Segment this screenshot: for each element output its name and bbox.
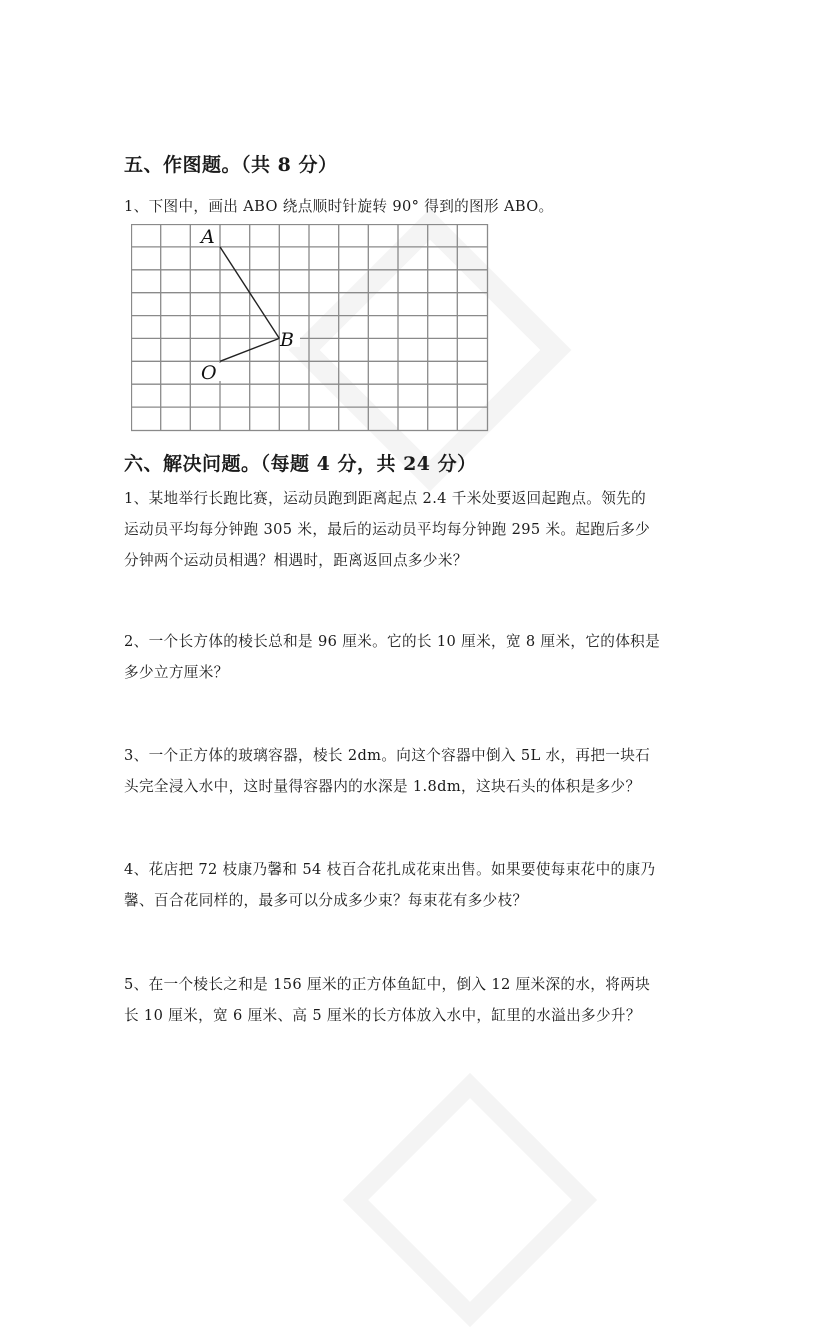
problem-line: 1、某地举行长跑比赛，运动员跑到距离起点 2.4 千米处要返回起跑点。领先的 [124, 490, 647, 507]
section-5-heading: 五、作图题。（共 8 分） [124, 154, 338, 176]
point-b-label: B [280, 329, 294, 351]
problem-line: 4、花店把 72 枝康乃馨和 54 枝百合花扎成花束出售。如果要使每束花中的康乃 [124, 861, 656, 878]
watermark [343, 1073, 598, 1327]
problem-line: 头完全浸入水中，这时量得容器内的水深是 1.8dm，这块石头的体积是多少？ [124, 778, 641, 795]
problem-line: 长 10 厘米，宽 6 厘米、高 5 厘米的长方体放入水中，缸里的水溢出多少升？ [124, 1007, 641, 1024]
section-6-heading: 六、解决问题。（每题 4 分，共 24 分） [124, 453, 477, 475]
problem-line: 运动员平均每分钟跑 305 米，最后的运动员平均每分钟跑 295 米。起跑后多少 [124, 521, 651, 538]
grid-diagram [131, 224, 491, 434]
problem-line: 2、一个长方体的棱长总和是 96 厘米。它的长 10 厘米，宽 8 厘米，它的体积是 [124, 633, 661, 650]
point-a-label: A [201, 226, 215, 248]
problem-line: 分钟两个运动员相遇？相遇时，距离返回点多少米？ [124, 552, 468, 569]
problem-line: 馨、百合花同样的，最多可以分成多少束？每束花有多少枝？ [124, 892, 528, 909]
problem-line: 3、一个正方体的玻璃容器，棱长 2dm。向这个容器中倒入 5L 水，再把一块石 [124, 747, 651, 764]
question-5-1: 1、下图中，画出 ABO 绕点顺时针旋转 90° 得到的图形 ABO。 [124, 198, 554, 215]
problem-line: 5、在一个棱长之和是 156 厘米的正方体鱼缸中，倒入 12 厘米深的水，将两块 [124, 976, 651, 993]
problem-line: 多少立方厘米？ [124, 664, 229, 681]
point-o-label: O [201, 362, 217, 384]
rotation-grid-figure [131, 224, 491, 438]
grid-lines [131, 224, 488, 431]
